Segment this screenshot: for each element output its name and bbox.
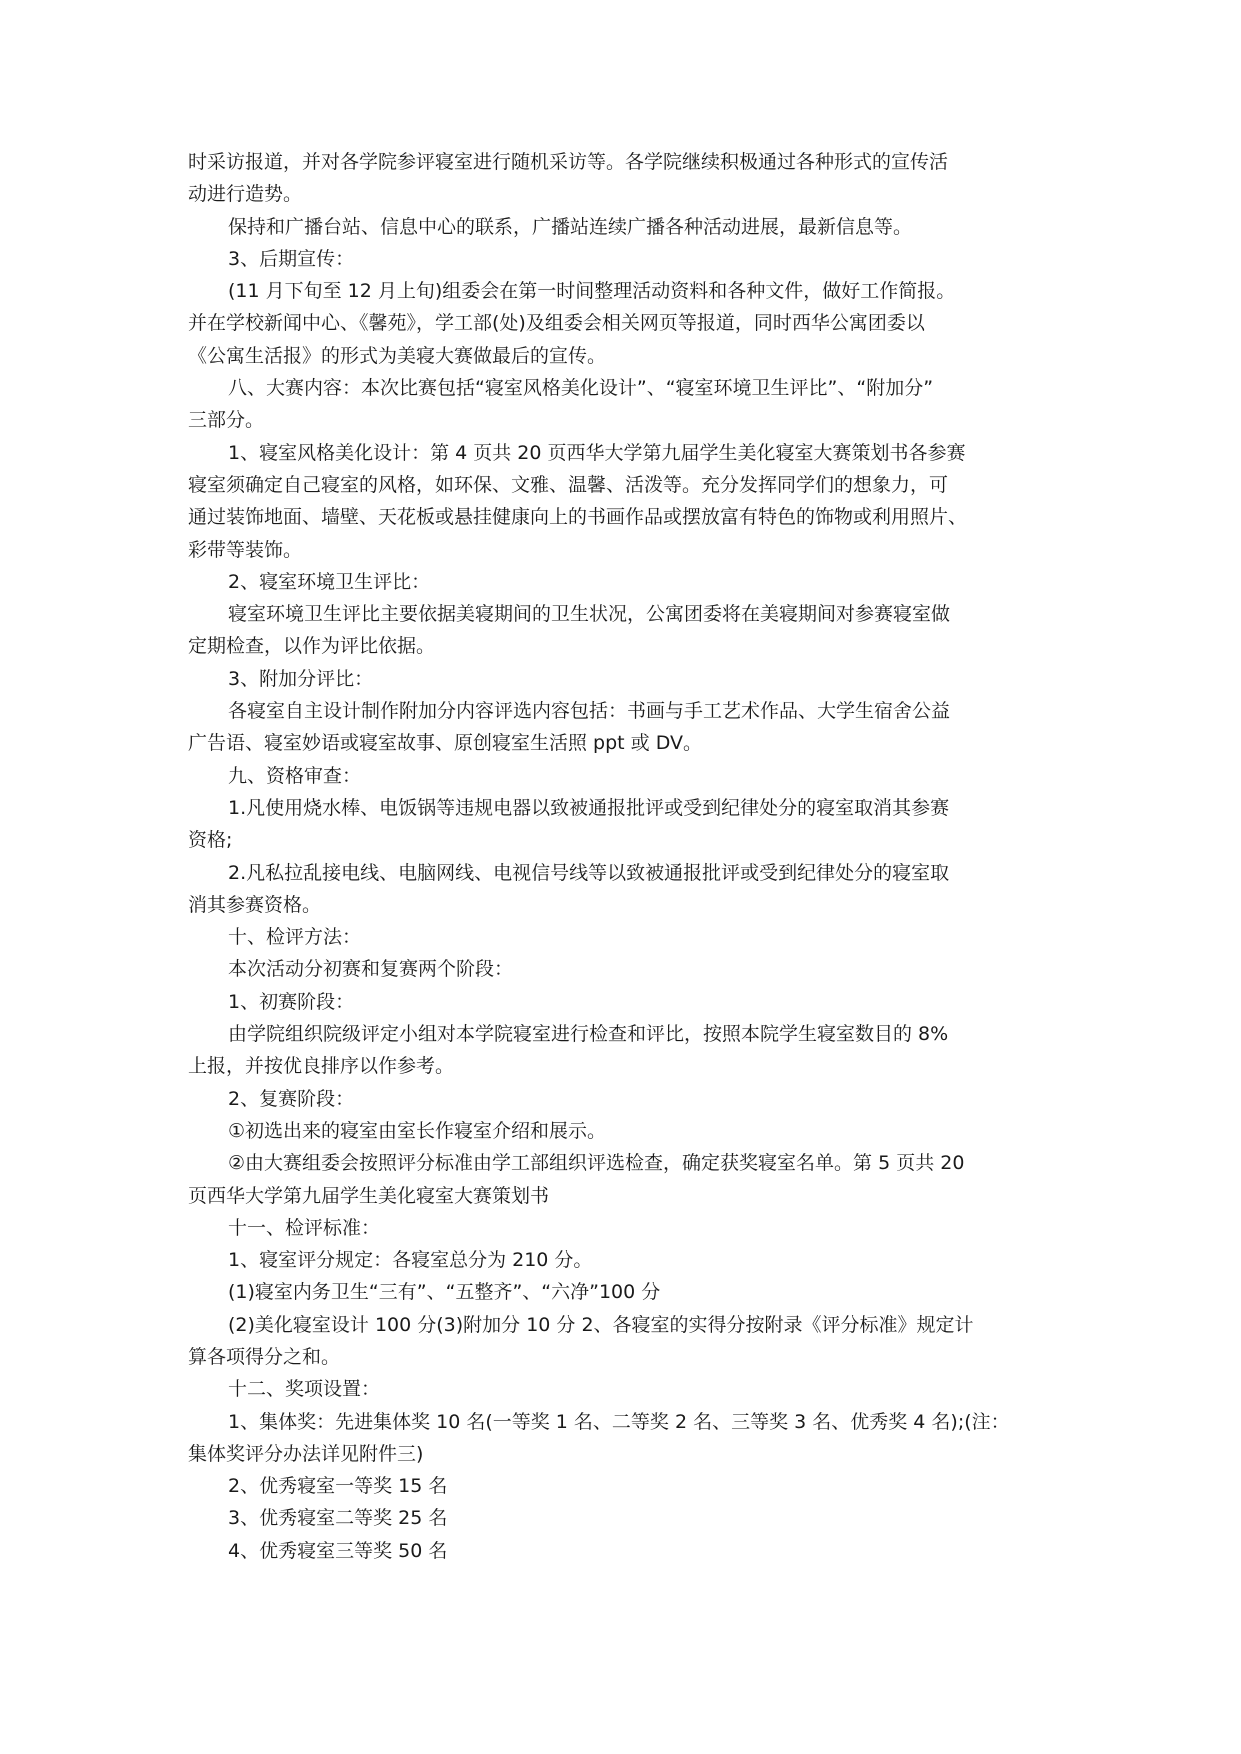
- text-line: 1、初赛阶段：: [228, 990, 355, 1013]
- text-line: ②由大赛组委会按照评分标准由学工部组织评选检查，确定获奖寝室名单。第 5 页共 20: [228, 1152, 965, 1175]
- text-line: 1、寝室风格美化设计：第 4 页共 20 页西华大学第九届学生美化寝室大赛策划书各参赛: [228, 441, 966, 464]
- text-line: 算各项得分之和。: [188, 1345, 341, 1368]
- text-line: 消其参赛资格。: [188, 893, 322, 916]
- text-line: 2.凡私拉乱接电线、电脑网线、电视信号线等以致被通报批评或受到纪律处分的寝室取: [228, 861, 950, 884]
- text-line: 时采访报道，并对各学院参评寝室进行随机采访等。各学院继续积极通过各种形式的宣传活: [188, 151, 949, 173]
- text-line: 3、附加分评比：: [228, 667, 374, 690]
- text-line: 页西华大学第九届学生美化寝室大赛策划书: [188, 1184, 550, 1207]
- text-line: 集体奖评分办法详见附件三): [188, 1442, 424, 1465]
- text-line: 2、复赛阶段：: [228, 1087, 355, 1110]
- text-line: 十、检评方法：: [228, 926, 362, 949]
- text-line: 寝室环境卫生评比主要依据美寝期间的卫生状况，公寓团委将在美寝期间对参赛寝室做: [228, 603, 951, 626]
- document-body: [188, 146, 1052, 1567]
- text-line: (1)寝室内务卫生“三有”、“五整齐”、“六净”100 分: [228, 1281, 661, 1304]
- text-line: 寝室须确定自己寝室的风格，如环保、文雅、温馨、活泼等。充分发挥同学们的想象力，可: [188, 473, 949, 496]
- text-line: 2、优秀寝室一等奖 15 名: [228, 1475, 448, 1498]
- text-line: 《公寓生活报》的形式为美寝大赛做最后的宣传。: [188, 344, 607, 367]
- text-line: 资格;: [188, 829, 233, 852]
- text-line: 九、资格审查：: [228, 764, 362, 787]
- text-line: 八、大赛内容：本次比赛包括“寝室风格美化设计”、“寝室环境卫生评比”、“附加分”: [228, 377, 934, 400]
- text-line: 彩带等装饰。: [188, 538, 303, 561]
- text-line: 广告语、寝室妙语或寝室故事、原创寝室生活照 ppt 或 DV。: [188, 732, 702, 755]
- text-line: 1、寝室评分规定：各寝室总分为 210 分。: [228, 1249, 593, 1272]
- text-line: 1、集体奖：先进集体奖 10 名(一等奖 1 名、二等奖 2 名、三等奖 3 名、优秀奖 4 名);(注：: [228, 1410, 1010, 1433]
- text-line: 上报，并按优良排序以作参考。: [188, 1055, 455, 1078]
- text-line: ①初选出来的寝室由室长作寝室介绍和展示。: [228, 1119, 607, 1142]
- text-line: (11 月下旬至 12 月上旬)组委会在第一时间整理活动资料和各种文件，做好工作简报。: [228, 280, 956, 303]
- text-line: 十二、奖项设置：: [228, 1378, 381, 1401]
- text-line: 定期检查，以作为评比依据。: [188, 635, 436, 658]
- text-line: 由学院组织院级评定小组对本学院寝室进行检查和评比，按照本院学生寝室数目的 8%: [228, 1023, 949, 1046]
- text-line: 通过装饰地面、墙壁、天花板或悬挂健康向上的书画作品或摆放富有特色的饰物或利用照片、: [188, 506, 968, 529]
- text-line: 十一、检评标准：: [228, 1216, 381, 1239]
- text-line: 4、优秀寝室三等奖 50 名: [228, 1539, 448, 1562]
- text-line: 三部分。: [188, 409, 265, 432]
- text-line: 各寝室自主设计制作附加分内容评选内容包括：书画与手工艺术作品、大学生宿舍公益: [228, 700, 951, 723]
- text-line: 保持和广播台站、信息中心的联系，广播站连续广播各种活动进展，最新信息等。: [228, 215, 913, 238]
- text-line: 1.凡使用烧水棒、电饭锅等违规电器以致被通报批评或受到纪律处分的寝室取消其参赛: [228, 796, 950, 819]
- text-line: 3、后期宣传：: [228, 247, 355, 270]
- text-line: 本次活动分初赛和复赛两个阶段：: [228, 958, 514, 981]
- text-line: 3、优秀寝室二等奖 25 名: [228, 1507, 448, 1530]
- text-line: (2)美化寝室设计 100 分(3)附加分 10 分 2、各寝室的实得分按附录《评分标准》规定计: [228, 1313, 974, 1336]
- text-line: 并在学校新闻中心、《馨苑》，学工部(处)及组委会相关网页等报道，同时西华公寓团委以: [188, 312, 925, 335]
- text-line: 动进行造势。: [188, 183, 303, 206]
- text-line: 2、寝室环境卫生评比：: [228, 570, 431, 593]
